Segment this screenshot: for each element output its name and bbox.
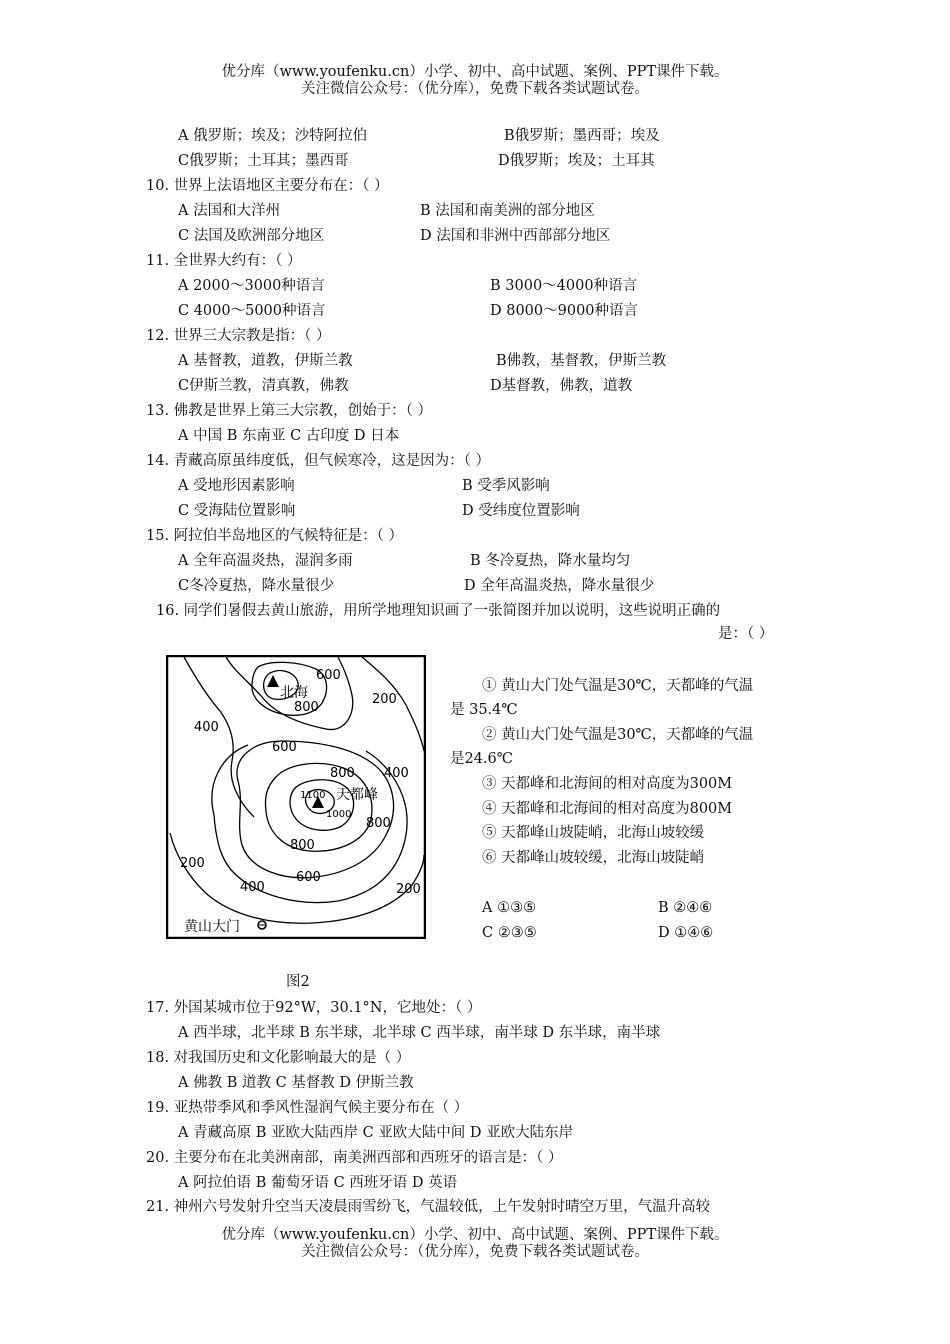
q15-option-a: A 全年高温炎热，湿润多雨 <box>178 553 353 569</box>
q10-option-b: B 法国和南美洲的部分地区 <box>420 203 595 219</box>
q9-option-a: A 俄罗斯；埃及；沙特阿拉伯 <box>178 128 368 144</box>
label-400-west: 400 <box>194 720 219 735</box>
q13-stem: 13. 佛教是世界上第三大宗教，创始于：（ ） <box>146 403 433 419</box>
label-200-north: 200 <box>372 692 397 707</box>
label-800-upper: 800 <box>330 766 355 781</box>
label-800-lower: 800 <box>290 838 315 853</box>
q21-stem: 21. 神州六号发射升空当天凌晨雨雪纷飞，气温较低，上午发射时晴空万里，气温升高较 <box>146 1199 711 1215</box>
q16-statement-6: ⑥ 天都峰山坡较缓，北海山坡陡峭 <box>482 850 705 866</box>
q16-statement-1a: ① 黄山大门处气温是30℃，天都峰的气温 <box>482 678 754 694</box>
q9-option-d: D俄罗斯；埃及；土耳其 <box>498 153 655 169</box>
q11-option-d: D 8000～9000种语言 <box>490 303 639 319</box>
q10-stem: 10. 世界上法语地区主要分布在：（ ） <box>146 178 389 194</box>
q16-stem-line1: 16. 同学们暑假去黄山旅游，用所学地理知识画了一张简图并加以说明，这些说明正确的 <box>156 603 721 619</box>
q16-option-b: B ②④⑥ <box>658 900 713 916</box>
q15-option-b: B 冬冷夏热，降水量均匀 <box>470 553 631 569</box>
q17-options: A 西半球，北半球 B 东半球，北半球 C 西半球，南半球 D 东半球，南半球 <box>178 1025 661 1041</box>
q13-options: A 中国 B 东南亚 C 古印度 D 日本 <box>178 428 400 444</box>
q16-option-d: D ①④⑥ <box>658 925 714 941</box>
q10-option-a: A 法国和大洋州 <box>178 203 281 219</box>
page-footer <box>0 1227 950 1261</box>
label-huangshan-gate: 黄山大门 <box>184 919 240 935</box>
q16-stem-line2: 是：（ ） <box>718 626 774 642</box>
q12-stem: 12. 世界三大宗教是指：（ ） <box>146 328 331 344</box>
label-600-lower: 600 <box>296 870 321 885</box>
q12-option-c: C伊斯兰教，清真教，佛教 <box>178 378 349 394</box>
q16-option-a: A ①③⑤ <box>482 900 537 916</box>
label-600-mid: 600 <box>272 740 297 755</box>
q11-option-a: A 2000～3000种语言 <box>178 278 325 294</box>
label-tiandufeng: 天都峰 <box>336 787 378 803</box>
q14-option-d: D 受纬度位置影响 <box>462 503 580 519</box>
q11-stem: 11. 全世界大约有：（ ） <box>146 253 302 269</box>
footer-line-1: 优分库（www.youfenku.cn）小学、初中、高中试题、案例、PPT课件下载。 <box>221 1227 729 1243</box>
label-800-beihai: 800 <box>294 700 319 715</box>
q16-statement-1b: 是 35.4℃ <box>450 702 518 718</box>
q9-option-b: B俄罗斯；墨西哥；埃及 <box>504 128 660 144</box>
header-line-1: 优分库（www.youfenku.cn）小学、初中、高中试题、案例、PPT课件下载。 <box>221 64 729 80</box>
q10-option-c: C 法国及欧洲部分地区 <box>178 228 325 244</box>
q12-option-d: D基督教，佛教，道教 <box>490 378 633 394</box>
label-600-north: 600 <box>316 668 341 683</box>
q14-stem: 14. 青藏高原虽纬度低，但气候寒冷，这是因为：（ ） <box>146 453 491 469</box>
q11-option-c: C 4000～5000种语言 <box>178 303 326 319</box>
q18-stem: 18. 对我国历史和文化影响最大的是（ ） <box>146 1050 411 1066</box>
q14-option-a: A 受地形因素影响 <box>178 478 295 494</box>
label-1100: 1100 <box>300 790 326 801</box>
label-400-south: 400 <box>240 880 265 895</box>
q12-option-b: B佛教，基督教，伊斯兰教 <box>496 353 667 369</box>
figure-caption: 图2 <box>286 974 310 990</box>
q19-stem: 19. 亚热带季风和季风性湿润气候主要分布在（ ） <box>146 1100 469 1116</box>
header-line-2: 关注微信公众号：（优分库），免费下载各类试题试卷。 <box>301 81 649 97</box>
footer-line-2: 关注微信公众号：（优分库），免费下载各类试题试卷。 <box>301 1244 649 1260</box>
q16-statement-2b: 是24.6℃ <box>450 751 514 767</box>
label-1000: 1000 <box>326 809 352 820</box>
q20-options: A 阿拉伯语 B 葡萄牙语 C 西班牙语 D 英语 <box>178 1175 458 1191</box>
q12-option-a: A 基督教，道教，伊斯兰教 <box>178 353 353 369</box>
q19-options: A 青藏高原 B 亚欧大陆西岸 C 亚欧大陆中间 D 亚欧大陆东岸 <box>178 1125 574 1141</box>
q15-stem: 15. 阿拉伯半岛地区的气候特征是：（ ） <box>146 528 404 544</box>
q17-stem: 17. 外国某城市位于92°W，30.1°N，它地处：（ ） <box>146 1000 482 1016</box>
q11-option-b: B 3000～4000种语言 <box>490 278 638 294</box>
q9-option-c: C俄罗斯；土耳其；墨西哥 <box>178 153 349 169</box>
label-400-east: 400 <box>384 766 409 781</box>
label-200-east: 200 <box>396 882 421 897</box>
page-header <box>0 64 950 98</box>
label-800-right: 800 <box>366 816 391 831</box>
q10-option-d: D 法国和非洲中西部部分地区 <box>420 228 611 244</box>
huangshan-contour-map <box>166 655 426 939</box>
q16-statement-2a: ② 黄山大门处气温是30℃，天都峰的气温 <box>482 727 754 743</box>
q14-option-c: C 受海陆位置影响 <box>178 503 296 519</box>
q20-stem: 20. 主要分布在北美洲南部，南美洲西部和西班牙的语言是：（ ） <box>146 1150 563 1166</box>
q16-option-c: C ②③⑤ <box>482 925 537 941</box>
label-beihai: 北海 <box>280 685 308 701</box>
q16-statement-4: ④ 天都峰和北海间的相对高度为800M <box>482 801 733 817</box>
q15-option-c: C冬冷夏热，降水量很少 <box>178 578 335 594</box>
q16-statement-3: ③ 天都峰和北海间的相对高度为300M <box>482 776 733 792</box>
q14-option-b: B 受季风影响 <box>462 478 550 494</box>
q15-option-d: D 全年高温炎热，降水量很少 <box>464 578 655 594</box>
q18-options: A 佛教 B 道教 C 基督教 D 伊斯兰教 <box>178 1075 414 1091</box>
label-200-west: 200 <box>180 856 205 871</box>
q16-statement-5: ⑤ 天都峰山坡陡峭，北海山坡较缓 <box>482 825 705 841</box>
